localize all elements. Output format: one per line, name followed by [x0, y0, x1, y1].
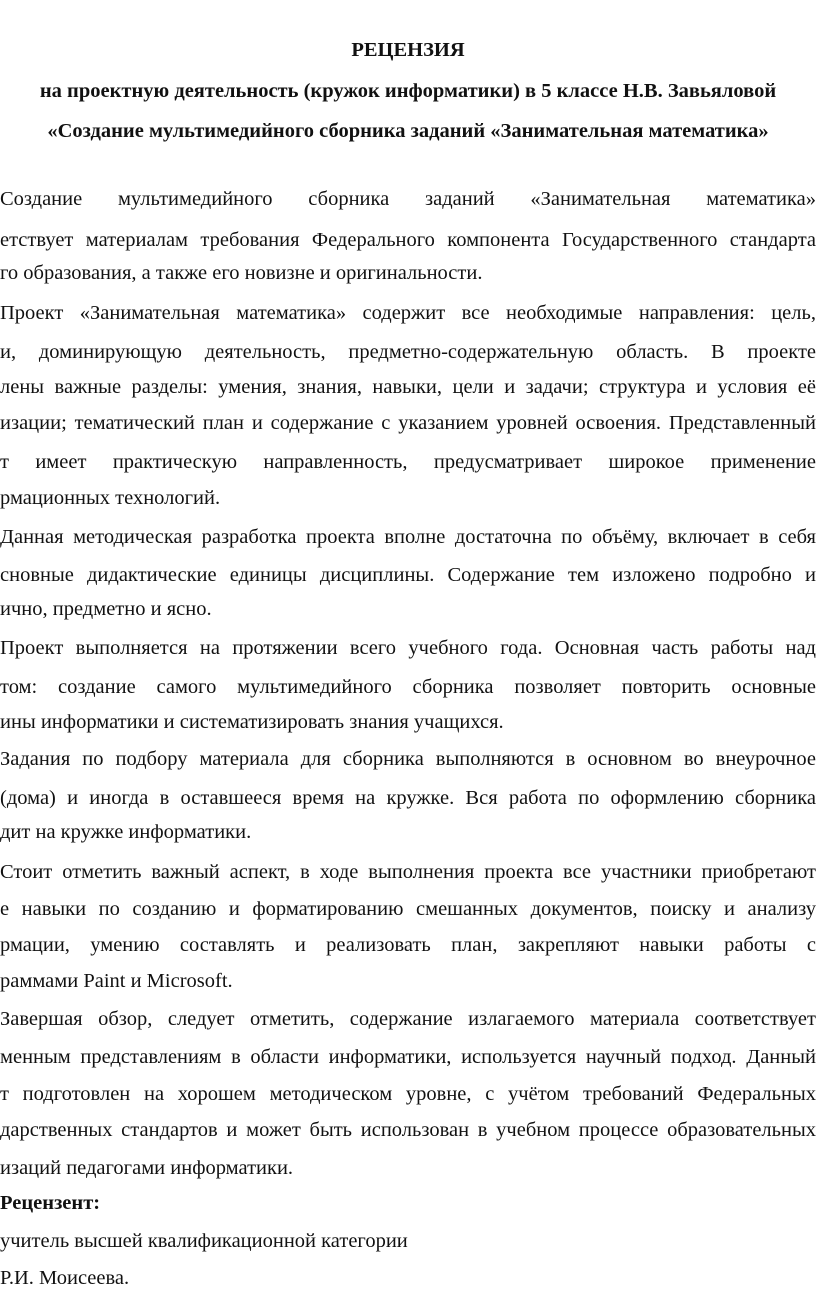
reviewer-label: Рецензент: [0, 1192, 101, 1214]
paragraph-line: раммами Paint и Microsoft. [0, 970, 233, 992]
paragraph-line: изации; тематический план и содержание с указанием уровней освоения. Представленный [0, 412, 816, 434]
paragraph-line: и, доминирующую деятельность, предметно-содержательную область. В проекте [0, 341, 816, 363]
paragraph-line: рмационных технологий. [0, 487, 221, 509]
document-title: РЕЦЕНЗИЯ [351, 39, 465, 61]
paragraph-line: дарственных стандартов и может быть использован в учебном процессе образовательных [0, 1119, 816, 1141]
paragraph-line: Создание мультимедийного сборника заданий «Занимательная математика» [0, 188, 816, 210]
paragraph-line: го образования, а также его новизне и оригинальности. [0, 262, 483, 284]
paragraph-line: рмации, умению составлять и реализовать план, закрепляют навыки работы с [0, 934, 816, 956]
paragraph-line: дит на кружке информатики. [0, 821, 252, 843]
paragraph-line: менным представлениям в области информатики, используется научный подход. Данный [0, 1046, 816, 1068]
paragraph-line: том: создание самого мультимедийного сборника позволяет повторить основные [0, 676, 816, 698]
paragraph-line: т имеет практическую направленность, предусматривает широкое применение [0, 451, 816, 473]
reviewer-position: учитель высшей квалификационной категории [0, 1230, 408, 1252]
paragraph-line: е навыки по созданию и форматированию смешанных документов, поиску и анализу [0, 898, 816, 920]
paragraph-line: Задания по подбору материала для сборника выполняются в основном во внеурочное [0, 748, 816, 770]
reviewer-name: Р.И. Моисеева. [0, 1267, 130, 1289]
paragraph-line: Данная методическая разработка проекта вполне достаточна по объёму, включает в себя [0, 526, 816, 548]
document-subtitle-1: на проектную деятельность (кружок информатики) в 5 классе Н.В. Завьяловой [39, 80, 777, 102]
paragraph-line: сновные дидактические единицы дисциплины. Содержание тем изложено подробно и [0, 564, 816, 586]
paragraph-line: Проект «Занимательная математика» содержит все необходимые направления: цель, [0, 302, 816, 324]
document-subtitle-2: «Создание мультимедийного сборника заданий «Занимательная математика» [47, 120, 769, 142]
paragraph-line: ины информатики и систематизировать знания учащихся. [0, 711, 504, 733]
paragraph-line: Стоит отметить важный аспект, в ходе выполнения проекта все участники приобретают [0, 861, 816, 883]
paragraph-line: т подготовлен на хорошем методическом уровне, с учётом требований Федеральных [0, 1083, 816, 1105]
paragraph-line: изаций педагогами информатики. [0, 1157, 294, 1179]
paragraph-line: ично, предметно и ясно. [0, 598, 212, 620]
paragraph-line: етствует материалам требования Федерального компонента Государственного стандарта [0, 229, 816, 251]
paragraph-line: (дома) и иногда в оставшееся время на кружке. Вся работа по оформлению сборника [0, 787, 816, 809]
paragraph-line: лены важные разделы: умения, знания, навыки, цели и задачи; структура и условия её [0, 376, 816, 398]
paragraph-line: Завершая обзор, следует отметить, содержание излагаемого материала соответствует [0, 1008, 816, 1030]
paragraph-line: Проект выполняется на протяжении всего учебного года. Основная часть работы над [0, 637, 816, 659]
